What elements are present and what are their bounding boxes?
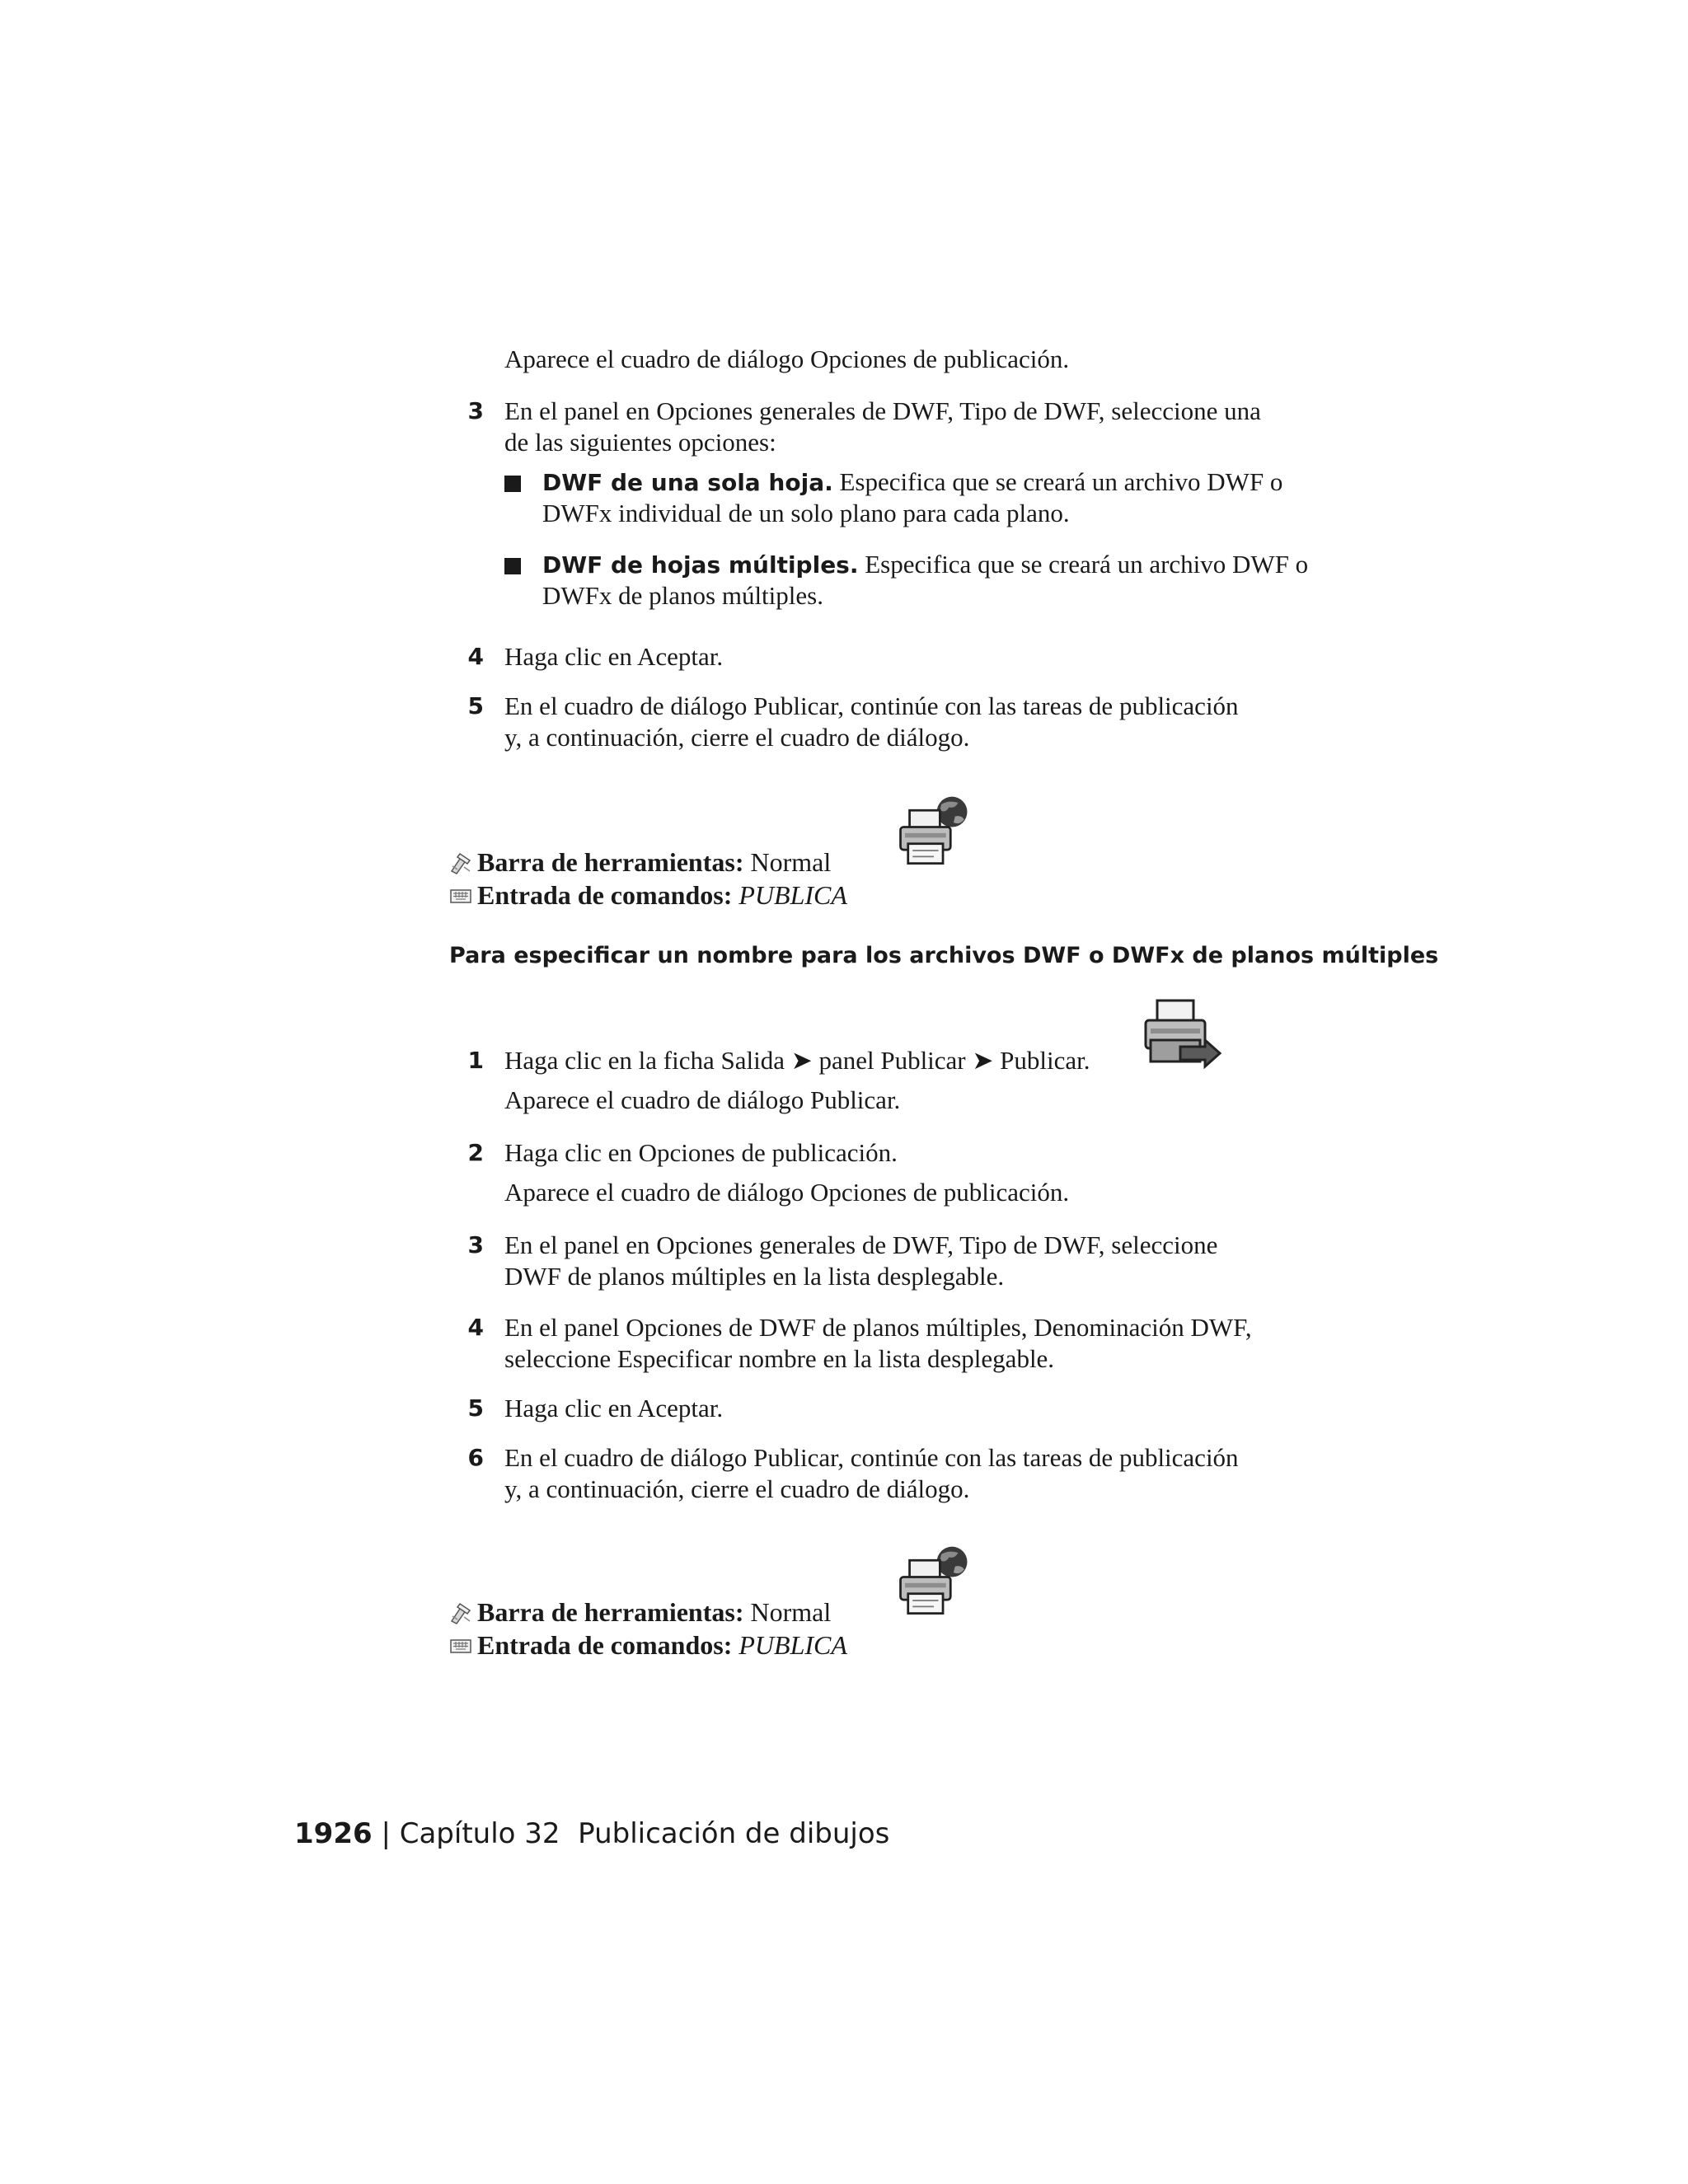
command-label: Entrada de comandos:	[477, 880, 733, 910]
keyboard-icon	[449, 884, 472, 907]
step-text: y, a continuación, cierre el cuadro de diálogo.	[504, 1474, 970, 1503]
step-text: En el panel en Opciones generales de DWF, Tipo de DWF, seleccione	[504, 1230, 1218, 1259]
command-value: PUBLICA	[738, 880, 847, 910]
step-text: En el panel en Opciones generales de DWF, Tipo de DWF, seleccione una	[504, 396, 1261, 425]
step-text: y, a continuación, cierre el cuadro de diálogo.	[504, 723, 970, 752]
command-value: PUBLICA	[738, 1630, 847, 1660]
step-text: En el cuadro de diálogo Publicar, continúe con las tareas de publicación	[504, 691, 1239, 720]
step-text: DWF de planos múltiples en la lista desplegable.	[504, 1262, 1005, 1291]
step-result: Aparece el cuadro de diálogo Opciones de publicación.	[504, 1178, 1070, 1207]
step-number: 2	[467, 1139, 484, 1166]
toolbar-icon	[449, 1601, 472, 1624]
bullet-desc: Especifica que se creará un archivo DWF o	[839, 467, 1283, 496]
step-result: Aparece el cuadro de diálogo Publicar.	[504, 1085, 901, 1114]
command-reference	[449, 879, 847, 912]
toolbar-icon	[449, 851, 472, 874]
step-number: 5	[467, 692, 484, 719]
toolbar-value: Normal	[750, 1597, 832, 1627]
step-text: En el cuadro de diálogo Publicar, continúe con las tareas de publicación	[504, 1443, 1239, 1472]
command-reference	[449, 1629, 847, 1661]
bullet-line	[542, 466, 1282, 499]
step-number: 3	[467, 397, 484, 424]
step-number: 4	[467, 1314, 484, 1341]
step-text: Haga clic en la ficha Salida ➤ panel Publicar ➤ Publicar.	[504, 1046, 1090, 1075]
toolbar-value: Normal	[750, 847, 832, 877]
procedure-heading: Para especificar un nombre para los archivos DWF o DWFx de planos múltiples	[449, 943, 1439, 968]
chapter-number: Capítulo 32	[399, 1817, 560, 1850]
page-footer	[294, 1816, 889, 1852]
step-text: Haga clic en Aceptar.	[504, 1394, 724, 1422]
bullet-marker	[504, 476, 521, 492]
step-text: Haga clic en Aceptar.	[504, 642, 724, 671]
section1-intro: Aparece el cuadro de diálogo Opciones de publicación.	[504, 344, 1070, 373]
footer-separator: |	[381, 1817, 391, 1850]
bullet-term: DWF de hojas múltiples.	[542, 551, 859, 579]
step-text: En el panel Opciones de DWF de planos múltiples, Denominación DWF,	[504, 1313, 1252, 1342]
step-text: de las siguientes opciones:	[504, 428, 776, 457]
chapter-title: Publicación de dibujos	[578, 1817, 890, 1850]
publish-globe-printer-icon[interactable]	[896, 794, 972, 869]
bullet-marker	[504, 558, 521, 574]
step-number: 4	[467, 643, 484, 670]
keyboard-icon	[449, 1634, 472, 1657]
bullet-term: DWF de una sola hoja.	[542, 469, 833, 496]
bullet-desc: Especifica que se creará un archivo DWF o	[865, 550, 1309, 579]
step-number: 1	[467, 1047, 484, 1074]
toolbar-reference	[449, 846, 831, 879]
toolbar-label: Barra de herramientas:	[477, 847, 744, 877]
bullet-desc-cont: DWFx de planos múltiples.	[542, 581, 823, 610]
publish-printer-arrow-icon[interactable]	[1141, 994, 1223, 1076]
step-text: seleccione Especificar nombre en la lista desplegable.	[504, 1344, 1055, 1373]
step-number: 5	[467, 1394, 484, 1422]
command-label: Entrada de comandos:	[477, 1630, 733, 1660]
step-number: 6	[467, 1444, 484, 1471]
publish-globe-printer-icon[interactable]	[896, 1544, 972, 1619]
step-number: 3	[467, 1231, 484, 1258]
page-number: 1926	[294, 1817, 373, 1850]
step-text: Haga clic en Opciones de publicación.	[504, 1138, 898, 1167]
toolbar-label: Barra de herramientas:	[477, 1597, 744, 1627]
toolbar-reference	[449, 1596, 831, 1629]
bullet-desc-cont: DWFx individual de un solo plano para cada plano.	[542, 499, 1070, 527]
bullet-line	[542, 549, 1308, 581]
